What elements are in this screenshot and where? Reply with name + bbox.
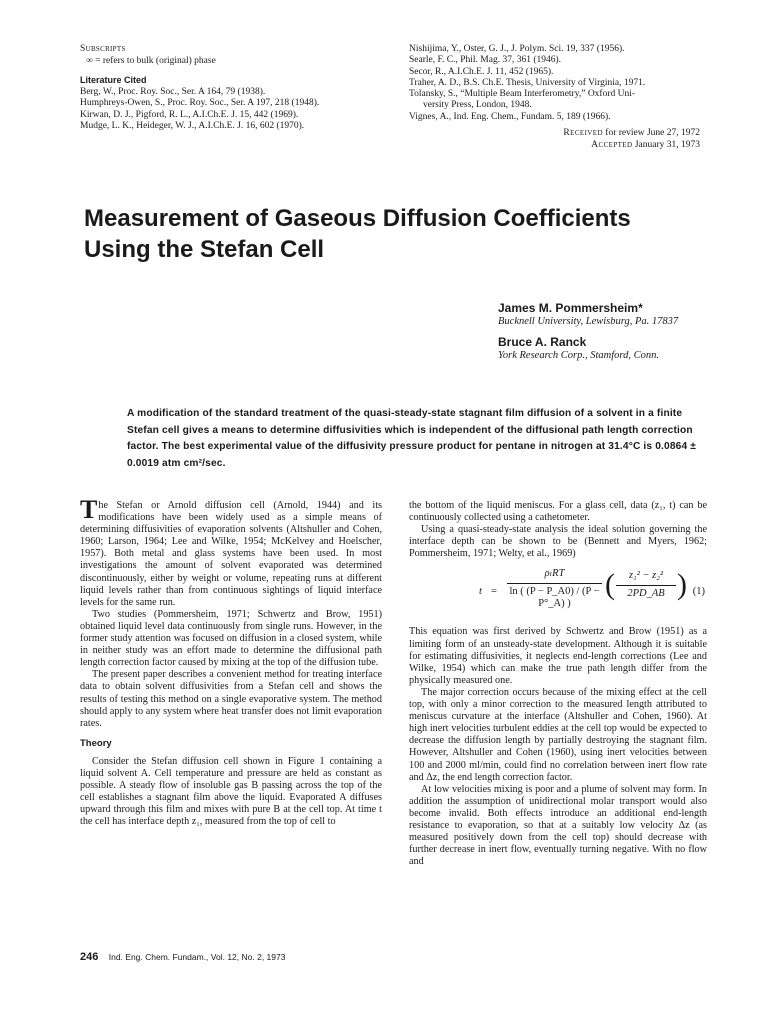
body-paragraph: The present paper describes a convenient method for treating interface data to obtain solvent diffusivities from a Stefan cell and shows the results of testing this method on a single evaporative system. The method should apply to any system where heat transfer does not limit evaporation rates. bbox=[80, 669, 382, 729]
reference-item: Berg, W., Proc. Roy. Soc., Ser. A 164, 79 (1938). bbox=[80, 86, 266, 97]
body-paragraph: Using a quasi-steady-state analysis the ideal solution governing the interface depth can be shown to be (Bennett and Myers, 1962; Pommersheim, 1971; Welty, et al., 1969) bbox=[409, 524, 707, 560]
author-affiliation: York Research Corp., Stamford, Conn. bbox=[498, 350, 660, 361]
equation-fraction bbox=[507, 568, 602, 609]
equation-number: (1) bbox=[692, 586, 705, 598]
body-right-column bbox=[409, 500, 707, 868]
intro-paragraph bbox=[80, 495, 382, 609]
body-left-column bbox=[80, 495, 382, 828]
reference-item: Traher, A. D., B.S. Ch.E. Thesis, University of Virginia, 1971. bbox=[409, 77, 646, 88]
accepted-label: Accepted bbox=[591, 139, 633, 150]
reference-item: Mudge, L. K., Heideger, W. J., A.I.Ch.E. J. 16, 602 (1970). bbox=[80, 121, 305, 131]
intro-text: he Stefan or Arnold diffusion cell (Arnold, 1944) and its modifications have been widely used as a simple means of determining diffusivities of evaporation solvents (Altshuller and Cohen, 1960; Larson, 1964; Lee and Wilke, 1954; McKelvey and Hoelscher, 1957). Both metal and glass systems have been used. In most investigations the amount of solvent evaporated was determined discontinuously, either by weight or volume, repeating runs at different liquid levels rather than from continuous sightings of liquid interface levels for the same run. bbox=[80, 500, 382, 608]
subscripts-heading: Subscripts bbox=[80, 44, 126, 54]
received-dates bbox=[430, 128, 700, 151]
author-name: James M. Pommersheim* bbox=[498, 301, 643, 315]
body-paragraph: the bottom of the liquid meniscus. For a glass cell, data (z₁, t) can be continuously collected using a cathetometer. bbox=[409, 500, 707, 524]
reference-item: Secor, R., A.I.Ch.E. J. 11, 452 (1965). bbox=[409, 66, 554, 77]
reference-item-continued: versity Press, London, 1948. bbox=[423, 100, 532, 111]
authors-block bbox=[498, 302, 718, 362]
equation-left-paren: ( bbox=[605, 568, 615, 602]
top-right-references bbox=[409, 44, 699, 123]
equation-lhs: t bbox=[479, 586, 482, 598]
body-paragraph: At low velocities mixing is poor and a plume of solvent may form. In addition the assumption of unidirectional molar transport would also become invalid. Both effects introduce an additional end-length resistance to evaporation, so that at a suitably low velocity Δz (as measured positively down from the cell top) should decrease with further decrease in inert flow, eventually turning negative. With no flow and bbox=[409, 783, 707, 868]
theory-heading: Theory bbox=[80, 737, 112, 749]
body-paragraph: Consider the Stefan diffusion cell shown in Figure 1 containing a liquid solvent A. Cell temperature and pressure are held as constant as possible. A steady flow of insoluble gas B passing across the top of the cell establishes a stagnant film above the liquid. Evaporated A diffuses upward through this film and mixes with pure B at the cell top. At time t the cell has interface depth z₁, measured from the top of cell to bbox=[80, 755, 382, 828]
equation-denominator: ln ( (P − P_A0) / (P − P°_A) ) bbox=[509, 585, 600, 609]
reference-item: Kirwan, D. J., Pigford, R. L., A.I.Ch.E. J. 15, 442 (1969). bbox=[80, 109, 299, 120]
article-title-line-1: Measurement of Gaseous Diffusion Coefficients bbox=[84, 205, 631, 232]
received-label: Received bbox=[563, 128, 603, 138]
page-number: 246 bbox=[80, 951, 99, 963]
accepted-text: January 31, 1973 bbox=[634, 139, 700, 150]
article-title bbox=[84, 203, 704, 265]
author-name: Bruce A. Ranck bbox=[498, 335, 587, 349]
drop-cap: T bbox=[80, 495, 98, 524]
abstract: A modification of the standard treatment of the quasi-steady-state stagnant film diffusion of a solvent in a finite Stefan cell gives a means to determine diffusivities which is independent of the diffusional path length correction factor. The best experimental value of the diffusivity pressure product for pentane in nitrogen at 31.4°C is 0.0864 ± 0.0019 atm cm²/sec. bbox=[127, 408, 696, 469]
body-paragraph: Two studies (Pommersheim, 1971; Schwertz and Brow, 1951) obtained liquid level data continuously from single runs. However, in the former study attention was focused on diffusion in a closed system, while in neither study was an effort made to determine the diffusional path length correction factor caused by mixing at the top of the diffusion tube. bbox=[80, 608, 382, 669]
reference-item: Humphreys-Owen, S., Proc. Roy. Soc., Ser. A 197, 218 (1948). bbox=[80, 98, 320, 108]
reference-item: Vignes, A., Ind. Eng. Chem., Fundam. 5, 189 (1966). bbox=[409, 111, 611, 122]
accepted-line bbox=[430, 140, 700, 152]
top-left-references bbox=[80, 44, 380, 133]
reference-item: Tolansky, S., “Multiple Beam Interferometry,” Oxford Uni- bbox=[409, 89, 636, 100]
author-affiliation: Bucknell University, Lewisburg, Pa. 17837 bbox=[498, 316, 679, 327]
body-paragraph: This equation was first derived by Schwertz and Brow (1951) as a limiting form of an unsteady-state development. Although it is suitable for estimating diffusivities, it neglects end-length corrections (Lee and Wilke, 1954) which can make the true path length differ from the physically measured one. bbox=[409, 626, 707, 686]
equation-numerator: ρₗRT bbox=[507, 568, 602, 583]
equation-right-paren: ) bbox=[677, 568, 687, 602]
received-text: for review June 27, 1972 bbox=[605, 128, 700, 138]
literature-cited-heading: Literature Cited bbox=[80, 75, 147, 85]
article-title-line-2: Using the Stefan Cell bbox=[84, 236, 325, 263]
received-line bbox=[430, 128, 700, 140]
subscripts-line: ∞ = refers to bulk (original) phase bbox=[86, 55, 216, 66]
equation-1 bbox=[409, 566, 707, 618]
journal-citation: Ind. Eng. Chem. Fundam., Vol. 12, No. 2, 1973 bbox=[108, 952, 286, 962]
equation-numerator-2: z₁² − z₂² bbox=[616, 570, 676, 585]
equation-denominator-2: 2PD_AB bbox=[627, 587, 665, 599]
page-footer bbox=[80, 951, 480, 963]
reference-item: Nishijima, Y., Oster, G. J., J. Polym. Sci. 19, 337 (1956). bbox=[409, 44, 625, 54]
equation-fraction-2 bbox=[616, 570, 676, 599]
body-paragraph: The major correction occurs because of the mixing effect at the cell top, with only a minor correction to the measured length attributed to meniscus curvature at the interface (Altshuller and Cohen, 1960). At high inert velocities turbulent eddies at the cell top would be expected to decrease the diffusion length by partially destroying the stagnant film. However, Altshuller and Cohen (1960), using inert velocities between 100 and 2000 ml/min, could find no correlation between inert flow rate and Δz, the end length correction factor. bbox=[409, 686, 707, 783]
reference-item: Searle, F. C., Phil. Mag. 37, 361 (1946). bbox=[409, 55, 562, 66]
equation-equals: = bbox=[491, 586, 497, 598]
